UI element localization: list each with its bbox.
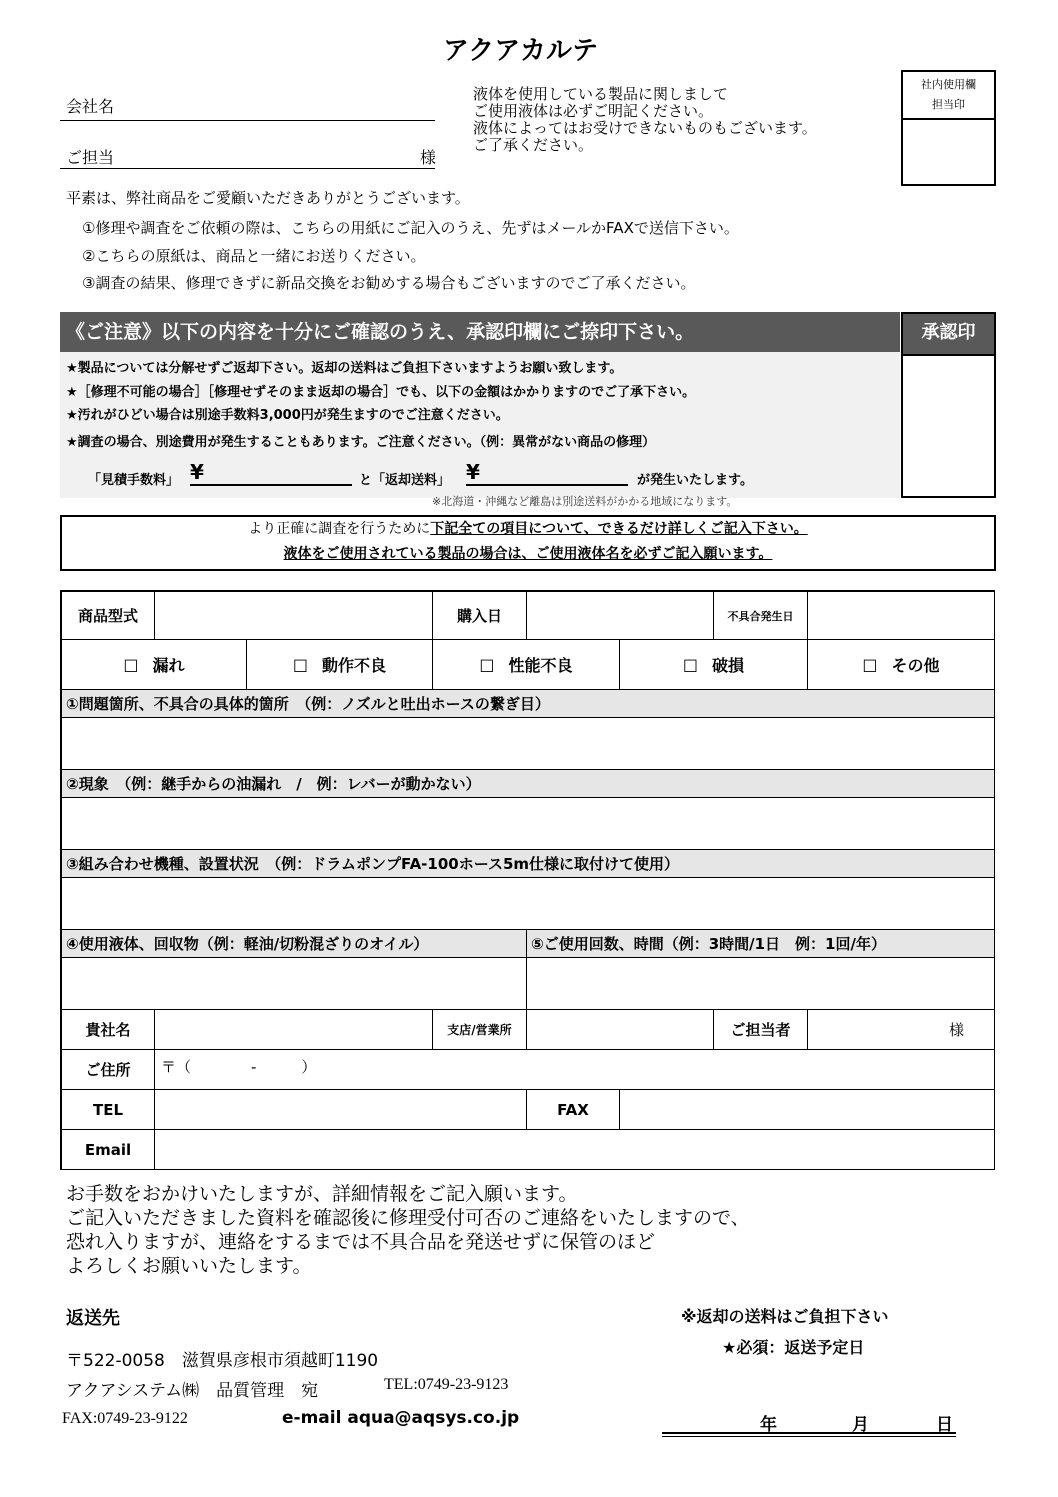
return-fax: FAX:0749-23-9122	[62, 1410, 188, 1427]
symptom-label: 動作不良	[322, 656, 387, 675]
notice-line: 液体によってはお受けできないものもございます。	[473, 119, 817, 137]
q4-header: ④使用液体、回収物（例：軽油/切粉混ざりのオイル）	[62, 930, 527, 958]
q1-input[interactable]	[62, 718, 995, 770]
return-company: アクアシステム㈱ 品質管理 宛	[66, 1381, 319, 1401]
checkbox-icon[interactable]: □	[123, 655, 139, 674]
company-name-input[interactable]	[155, 1010, 433, 1050]
yen-sign: ¥	[190, 460, 204, 484]
contact-input[interactable]	[808, 1010, 995, 1050]
email-label: Email	[62, 1130, 155, 1170]
estimate-fee-field[interactable]	[190, 484, 352, 486]
year-label: 年	[760, 1415, 777, 1435]
q1-header: ①問題箇所、不具合の具体的箇所 （例：ノズルと吐出ホースの繋ぎ目）	[62, 690, 995, 718]
person-label: ご担当	[66, 148, 115, 167]
checkbox-icon[interactable]: □	[862, 655, 878, 674]
closing-line: 恐れ入りますが、連絡をするまでは不具合品を発送せずに保管のほど	[66, 1231, 656, 1253]
shipping-note: ※返却の送料はご負担下さい	[681, 1307, 889, 1326]
symptom-other[interactable]	[808, 640, 995, 690]
return-date-label: ★必須：返送予定日	[722, 1338, 865, 1357]
intro-item: ①修理や調査をご依頼の際は、こちらの用紙にご記入のうえ、先ずはメールかFAXで送信下さい。	[82, 219, 739, 237]
liquid-notice	[473, 86, 817, 154]
branch-label: 支店/営業所	[433, 1010, 527, 1050]
notice-line: 液体を使用している製品に関しまして	[473, 85, 729, 103]
model-label: 商品型式	[62, 592, 155, 640]
q5-input[interactable]	[527, 958, 995, 1010]
symptom-label: その他	[891, 656, 940, 675]
fax-input[interactable]	[620, 1090, 995, 1130]
fax-label: FAX	[527, 1090, 620, 1130]
closing-line: お手数をおかけいたしますが、詳細情報をご記入願います。	[66, 1183, 578, 1205]
symptom-malfunction[interactable]	[247, 640, 433, 690]
intro-item: ③調査の結果、修理できずに新品交換をお勧めする場合もございますのでご了承ください。	[82, 274, 696, 292]
address-input[interactable]	[155, 1050, 995, 1090]
instruction-liquid: 液体をご使用されている製品の場合は、ご使用液体名を必ずご記入願います。	[283, 546, 773, 562]
internal-label: 社内使用欄	[921, 78, 976, 91]
symptom-performance[interactable]	[433, 640, 620, 690]
defect-date-label: 不具合発生日	[714, 592, 808, 640]
purchase-date-input[interactable]	[527, 592, 714, 640]
checkbox-icon[interactable]: □	[292, 655, 309, 674]
checkbox-icon[interactable]: □	[479, 655, 495, 674]
greeting: 平素は、弊社商品をご愛顧いただきありがとうございます。	[66, 189, 470, 207]
approval-stamp-box[interactable]	[901, 312, 996, 498]
model-input[interactable]	[155, 592, 433, 640]
form-table	[60, 590, 995, 1170]
contact-suffix: 様	[948, 1021, 964, 1039]
address-label: ご住所	[62, 1050, 155, 1090]
return-date-field[interactable]	[662, 1432, 956, 1437]
return-tel: TEL:0749-23-9123	[384, 1376, 509, 1393]
notice-line: ご使用液体は必ずご明記ください。	[473, 102, 714, 120]
return-heading: 返送先	[66, 1308, 120, 1329]
closing-line: よろしくお願いいたします。	[66, 1255, 312, 1277]
symptom-damage[interactable]	[620, 640, 808, 690]
intro-item: ②こちらの原紙は、商品と一緒にお送りください。	[82, 247, 426, 265]
purchase-label: 購入日	[433, 592, 527, 640]
return-fee-field[interactable]	[466, 484, 628, 486]
yen-sign: ¥	[466, 460, 480, 484]
symptom-label: 漏れ	[152, 656, 185, 675]
contact-label: ご担当者	[714, 1010, 808, 1050]
email-input[interactable]	[155, 1130, 995, 1170]
caution-line: ★汚れがひどい場合は別途手数料3,000円が発生ますのでご注意ください。	[66, 408, 509, 423]
caution-line: ★［修理不可能の場合］［修理せずそのまま返却の場合］でも、以下の金額はかかりますのでご了承下さい。	[66, 385, 696, 400]
person-suffix: 様	[420, 148, 437, 167]
day-label: 日	[936, 1415, 953, 1435]
occurs-text: が発生いたします。	[637, 473, 753, 488]
tel-label: TEL	[62, 1090, 155, 1130]
island-note: ※北海道・沖縄など離島は別途送料がかかる地域になります。	[432, 495, 738, 508]
closing-message	[66, 1182, 750, 1278]
symptom-label: 性能不良	[508, 656, 573, 675]
notice-line: ご了承ください。	[473, 136, 594, 154]
person-field[interactable]	[60, 168, 435, 169]
branch-input[interactable]	[527, 1010, 714, 1050]
caution-banner: 《ご注意》以下の内容を十分にご確認のうえ、承認印欄にご捺印下さい。	[60, 312, 900, 352]
instruction-text: より正確に調査を行うために	[248, 521, 431, 537]
approval-label: 承認印	[903, 314, 994, 356]
q3-input[interactable]	[62, 878, 995, 930]
q2-header: ②現象 （例：継手からの油漏れ / 例：レバーが動かない）	[62, 770, 995, 798]
closing-line: ご記入いただきました資料を確認後に修理受付可否のご連絡をいたしますので、	[66, 1207, 750, 1229]
instruction-box	[60, 515, 996, 571]
company-label: 会社名	[66, 97, 115, 116]
return-address: 〒522-0058 滋賀県彦根市須越町1190	[66, 1351, 379, 1371]
q3-header: ③組み合わせ機種、設置状況 （例：ドラムポンプFA-100ホース5m仕様に取付けて使用）	[62, 850, 995, 878]
checkbox-icon[interactable]: □	[682, 655, 699, 674]
instruction-emphasis: 下記全ての項目について、できるだけ詳しくご記入下さい。	[430, 521, 808, 537]
stamp-label: 担当印	[932, 98, 965, 111]
q2-input[interactable]	[62, 798, 995, 850]
tel-input[interactable]	[155, 1090, 527, 1130]
return-fee-label: と「返却送料」	[359, 473, 451, 488]
symptom-leak[interactable]	[62, 640, 247, 690]
defect-date-input[interactable]	[808, 592, 995, 640]
return-email[interactable]: e-mail aqua@aqsys.co.jp	[282, 1408, 520, 1428]
q4-input[interactable]	[62, 958, 527, 1010]
fee-label: 「見積手数料」	[88, 473, 180, 488]
page-title: アクアカルテ	[443, 36, 598, 66]
internal-stamp-box	[901, 70, 996, 186]
caution-line: ★製品については分解せずご返却下さい。返却の送料はご負担下さいますようお願い致します。	[66, 361, 623, 376]
symptom-label: 破損	[712, 656, 745, 675]
month-label: 月	[852, 1415, 869, 1435]
q5-header: ⑤ご使用回数、時間（例：3時間/1日 例：1回/年）	[527, 930, 995, 958]
postal-template: 〒（ - ）	[161, 1058, 317, 1076]
company-field[interactable]	[60, 120, 435, 121]
company-name-label: 貴社名	[62, 1010, 155, 1050]
caution-line: ★調査の場合、別途費用が発生することもあります。ご注意ください。（例：異常がない商品の修理）	[66, 435, 656, 450]
